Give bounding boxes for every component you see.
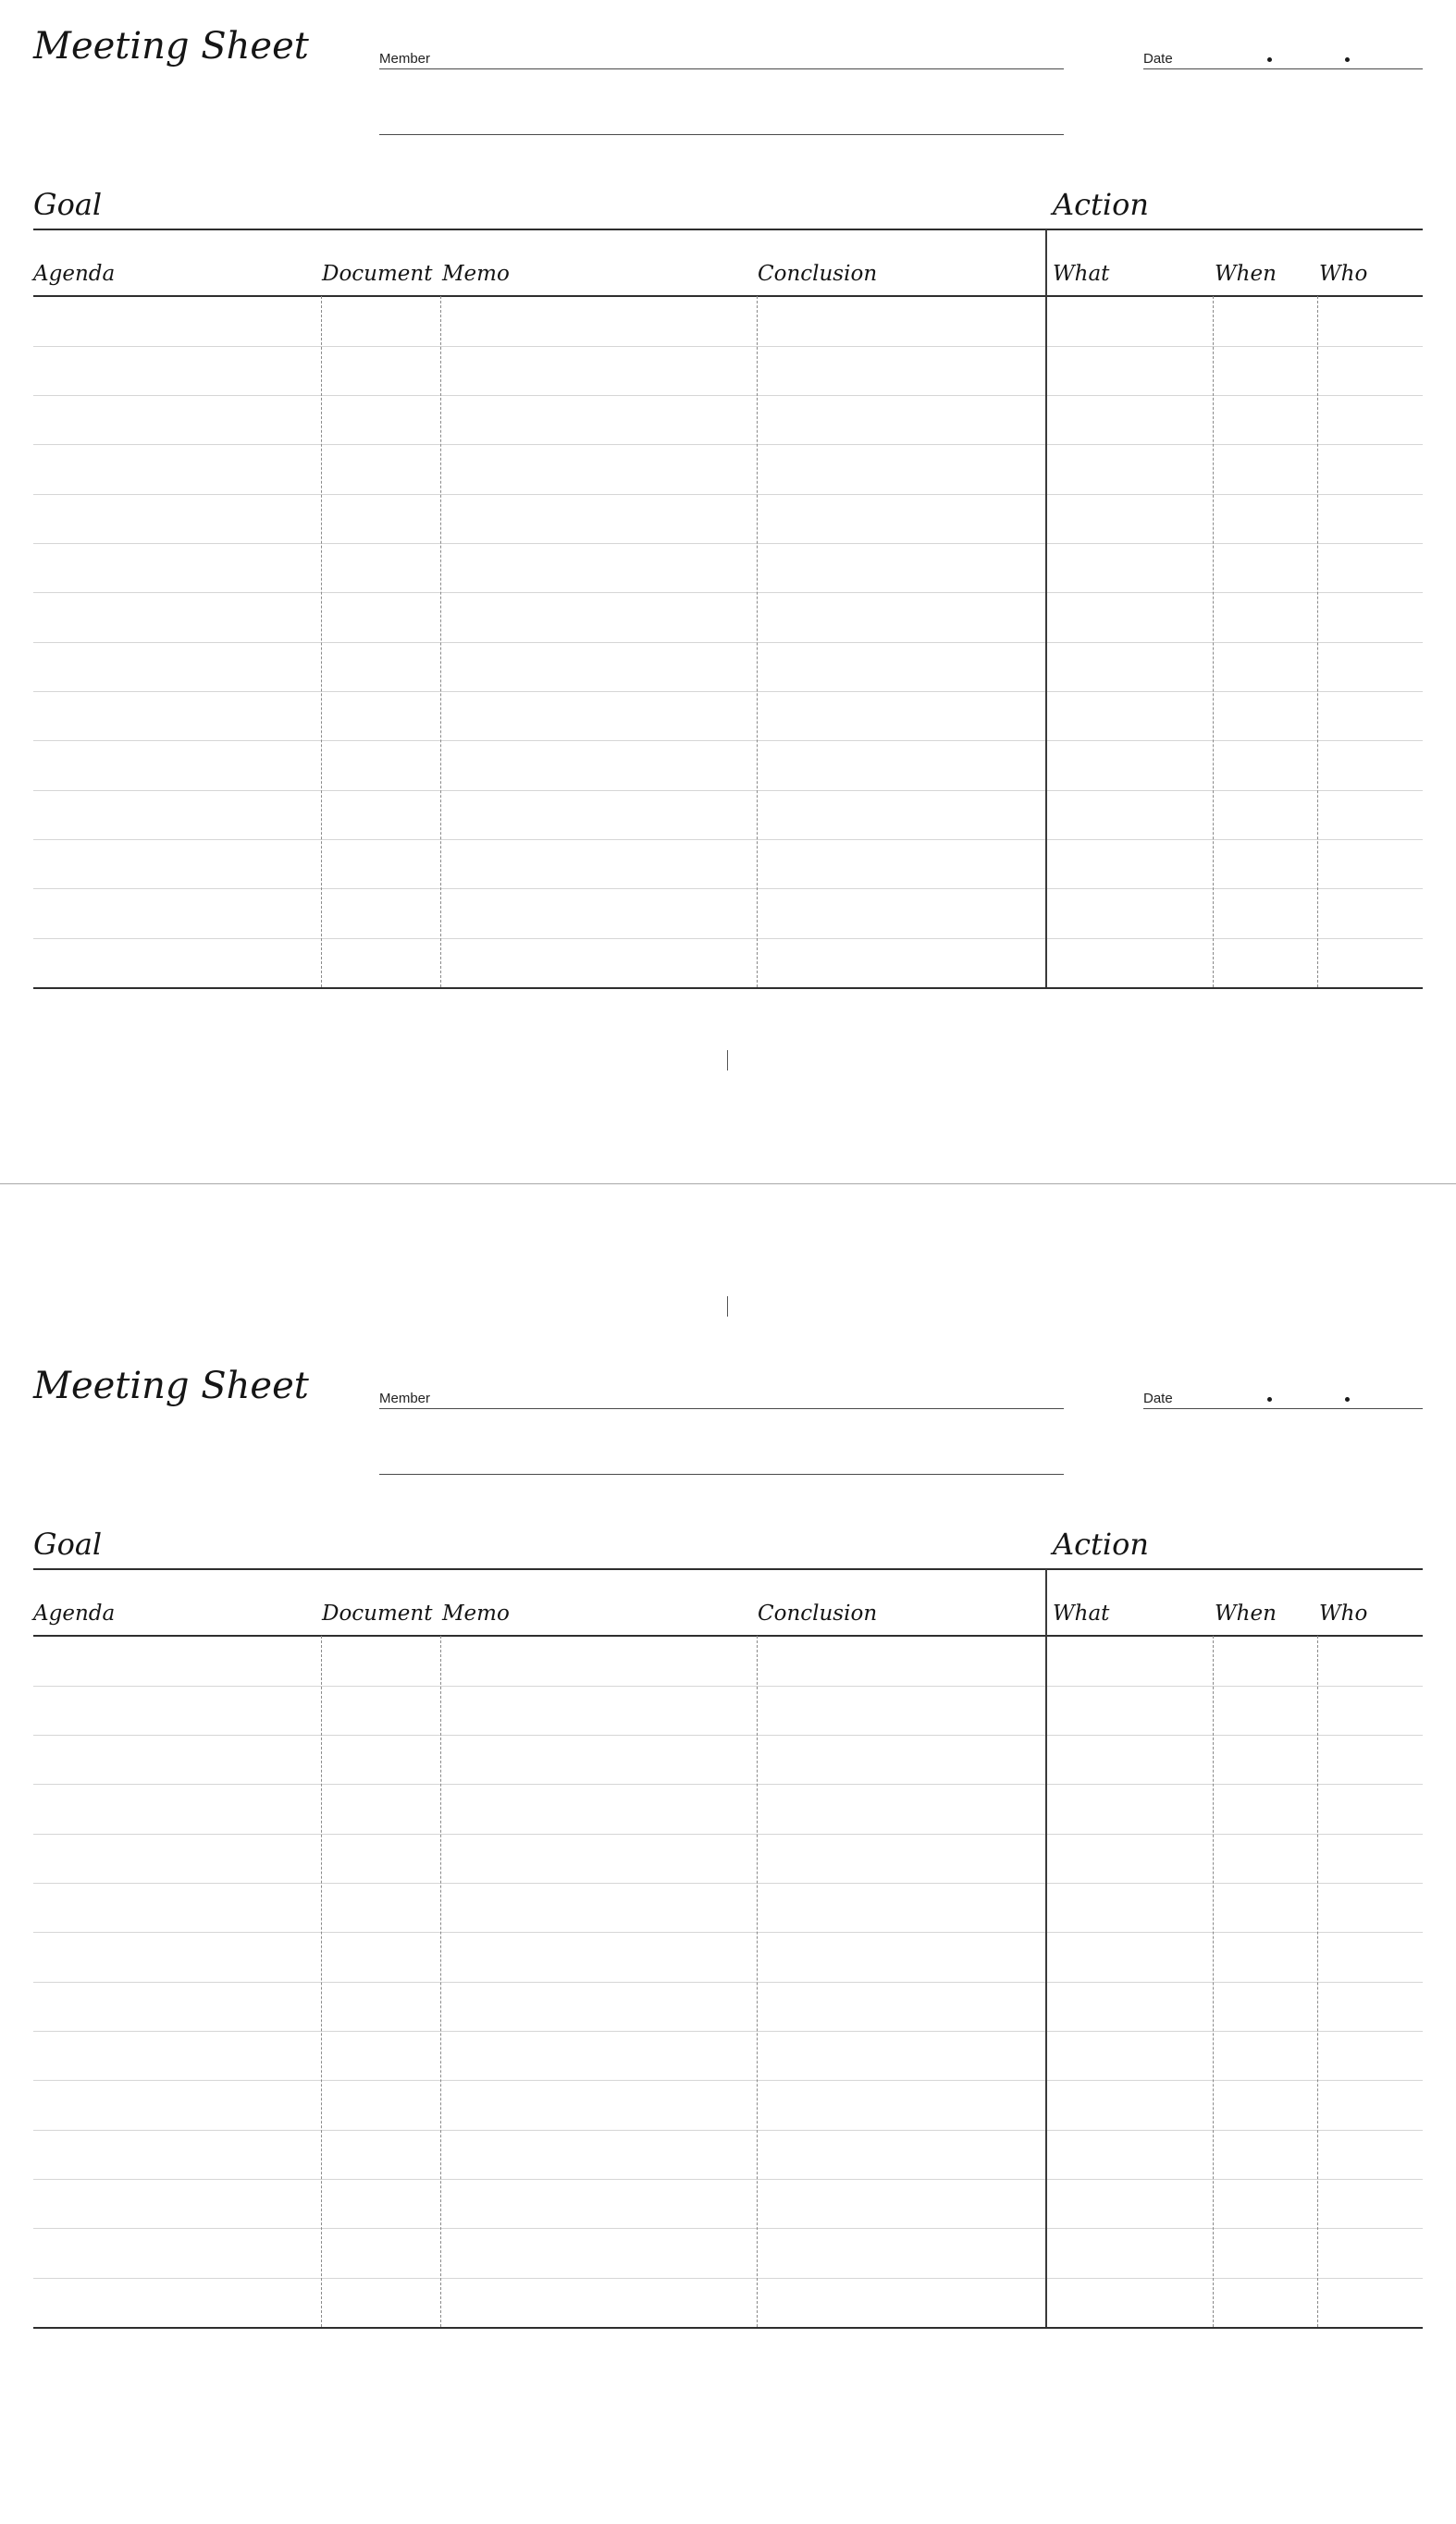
member-label: Member [379, 51, 431, 67]
row-line [33, 1982, 1423, 1983]
divider-document [321, 1636, 322, 2327]
center-mark [727, 1050, 728, 1070]
col-document: Document [322, 262, 433, 286]
row-line [33, 691, 1423, 692]
member-label: Member [379, 1391, 431, 1406]
divider-who [1317, 296, 1318, 987]
row-line [33, 494, 1423, 495]
divider-conclusion [757, 296, 758, 987]
divider-action [1045, 229, 1047, 987]
header-line [33, 1635, 1423, 1637]
fold-line [0, 1183, 1456, 1184]
col-who: Who [1319, 262, 1368, 286]
col-agenda: Agenda [33, 1602, 116, 1626]
table-bottom-line [33, 987, 1423, 989]
center-mark [727, 1296, 728, 1317]
row-line [33, 346, 1423, 347]
divider-who [1317, 1636, 1318, 2327]
row-line [33, 1834, 1423, 1835]
date-separator-dot [1345, 1397, 1350, 1402]
meeting-sheet-1 [0, 0, 1456, 1184]
row-line [33, 2228, 1423, 2229]
divider-when [1213, 296, 1214, 987]
action-label: Action [1053, 187, 1149, 222]
row-line [33, 1686, 1423, 1687]
row-line [33, 2031, 1423, 2032]
col-when: When [1215, 1602, 1277, 1626]
date-separator-dot [1267, 57, 1272, 62]
col-what: What [1053, 262, 1110, 286]
goal-line [33, 1568, 1423, 1570]
date-line[interactable] [1143, 1408, 1423, 1409]
row-line [33, 1932, 1423, 1933]
row-line [33, 2130, 1423, 2131]
row-line [33, 543, 1423, 544]
member-line-2[interactable] [379, 1474, 1064, 1475]
member-line-1[interactable] [379, 1408, 1064, 1409]
col-when: When [1215, 262, 1277, 286]
row-line [33, 2179, 1423, 2180]
row-line [33, 790, 1423, 791]
row-line [33, 592, 1423, 593]
member-line-2[interactable] [379, 134, 1064, 135]
col-agenda: Agenda [33, 262, 116, 286]
divider-when [1213, 1636, 1214, 2327]
meeting-sheet-2 [0, 1340, 1456, 2524]
goal-label: Goal [33, 187, 103, 222]
col-conclusion: Conclusion [758, 1602, 878, 1626]
col-memo: Memo [442, 262, 510, 286]
row-line [33, 444, 1423, 445]
divider-conclusion [757, 1636, 758, 2327]
divider-memo [440, 1636, 441, 2327]
row-line [33, 1883, 1423, 1884]
col-document: Document [322, 1602, 433, 1626]
row-line [33, 1784, 1423, 1785]
divider-document [321, 296, 322, 987]
date-separator-dot [1267, 1397, 1272, 1402]
row-line [33, 395, 1423, 396]
table-bottom-line [33, 2327, 1423, 2329]
row-line [33, 2278, 1423, 2279]
col-what: What [1053, 1602, 1110, 1626]
goal-label: Goal [33, 1527, 103, 1562]
row-line [33, 642, 1423, 643]
col-memo: Memo [442, 1602, 510, 1626]
divider-memo [440, 296, 441, 987]
row-line [33, 839, 1423, 840]
date-label: Date [1143, 1391, 1173, 1406]
sheet-title: Meeting Sheet [33, 25, 309, 68]
col-conclusion: Conclusion [758, 262, 878, 286]
row-line [33, 888, 1423, 889]
goal-line [33, 229, 1423, 230]
row-line [33, 1735, 1423, 1736]
action-label: Action [1053, 1527, 1149, 1562]
date-label: Date [1143, 51, 1173, 67]
header-line [33, 295, 1423, 297]
divider-action [1045, 1569, 1047, 2327]
date-line[interactable] [1143, 68, 1423, 69]
sheet-title: Meeting Sheet [33, 1365, 309, 1407]
row-line [33, 740, 1423, 741]
date-separator-dot [1345, 57, 1350, 62]
row-line [33, 2080, 1423, 2081]
row-line [33, 938, 1423, 939]
member-line-1[interactable] [379, 68, 1064, 69]
col-who: Who [1319, 1602, 1368, 1626]
